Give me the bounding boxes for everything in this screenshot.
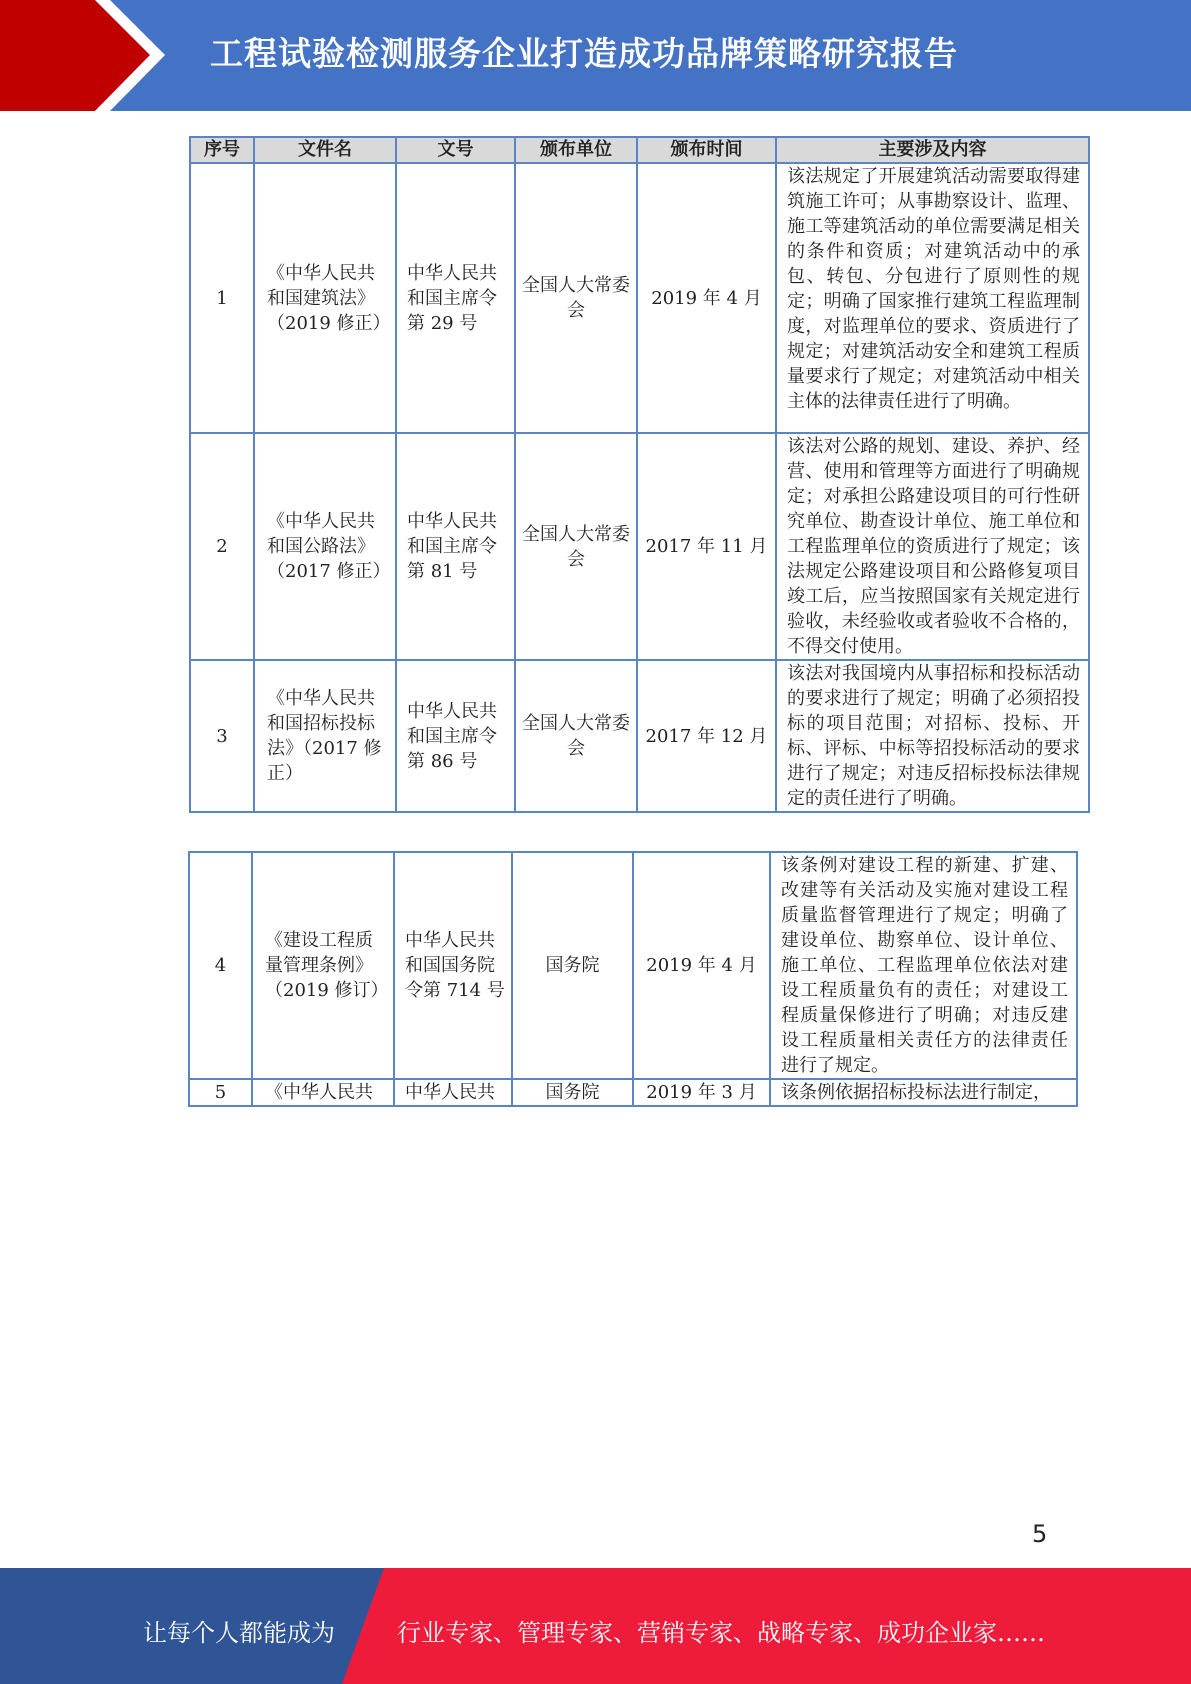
page-header bbox=[0, 0, 1191, 111]
cell-issuer: 全国人大常委会 bbox=[515, 660, 637, 812]
cell-no: 5 bbox=[189, 1079, 252, 1106]
table-row bbox=[190, 163, 1089, 433]
header-content: 主要涉及内容 bbox=[776, 137, 1089, 163]
regulations-table-part2 bbox=[188, 851, 1078, 1107]
table-row bbox=[190, 660, 1089, 812]
header-doc: 文号 bbox=[396, 137, 515, 163]
cell-name: 《中华人民共和国公路法》（2017 修正） bbox=[254, 433, 396, 660]
cell-issuer: 全国人大常委会 bbox=[515, 433, 637, 660]
header-no: 序号 bbox=[190, 137, 254, 163]
cell-issuer: 国务院 bbox=[512, 852, 633, 1079]
table-header-row bbox=[190, 137, 1089, 163]
page-footer bbox=[0, 1568, 1191, 1684]
table-row bbox=[189, 1079, 1077, 1106]
cell-doc: 中华人民共和国主席令第 81 号 bbox=[396, 433, 515, 660]
table-row bbox=[189, 852, 1077, 1079]
cell-name: 《中华人民共 bbox=[252, 1079, 394, 1106]
cell-content: 该法对我国境内从事招标和投标活动的要求进行了规定；明确了必须招投标的项目范围；对招标、投标、开标、评标、中标等招投标活动的要求进行了规定；对违反招标投标法律规定的责任进行了明确。 bbox=[776, 660, 1089, 812]
cell-issuer: 国务院 bbox=[512, 1079, 633, 1106]
cell-content: 该条例依据招标投标法进行制定， bbox=[770, 1079, 1077, 1106]
header-date: 颁布时间 bbox=[637, 137, 776, 163]
cell-doc: 中华人民共和国主席令第 86 号 bbox=[396, 660, 515, 812]
regulations-table-part1 bbox=[189, 136, 1090, 813]
cell-name: 《中华人民共和国建筑法》（2019 修正） bbox=[254, 163, 396, 433]
cell-doc: 中华人民共 bbox=[394, 1079, 512, 1106]
cell-content: 该法规定了开展建筑活动需要取得建筑施工许可；从事勘察设计、监理、施工等建筑活动的单位需要满足相关的条件和资质；对建筑活动中的承包、转包、分包进行了原则性的规定；明确了国家推行建筑工程监理制度，对监理单位的要求、资质进行了规定；对建筑活动安全和建筑工程质量要求行了规定；对建筑活动中相关主体的法律责任进行了明确。 bbox=[776, 163, 1089, 433]
cell-date: 2019 年 4 月 bbox=[633, 852, 770, 1079]
cell-no: 1 bbox=[190, 163, 254, 433]
cell-no: 2 bbox=[190, 433, 254, 660]
cell-content: 该法对公路的规划、建设、养护、经营、使用和管理等方面进行了明确规定；对承担公路建设项目的可行性研究单位、勘查设计单位、施工单位和工程监理单位的资质进行了规定；该法规定公路建设项目和公路修复项目竣工后，应当按照国家有关规定进行验收，未经验收或者验收不合格的，不得交付使用。 bbox=[776, 433, 1089, 660]
footer-slogan-right: 行业专家、管理专家、营销专家、战略专家、成功企业家…… bbox=[397, 1619, 1045, 1647]
cell-name: 《建设工程质量管理条例》（2019 修订） bbox=[252, 852, 394, 1079]
header-issuer: 颁布单位 bbox=[515, 137, 637, 163]
cell-doc: 中华人民共和国主席令第 29 号 bbox=[396, 163, 515, 433]
cell-date: 2019 年 3 月 bbox=[633, 1079, 770, 1106]
cell-issuer: 全国人大常委会 bbox=[515, 163, 637, 433]
table-row bbox=[190, 433, 1089, 660]
cell-no: 4 bbox=[189, 852, 252, 1079]
report-title: 工程试验检测服务企业打造成功品牌策略研究报告 bbox=[210, 34, 958, 73]
header-name: 文件名 bbox=[254, 137, 396, 163]
page-number: 5 bbox=[1032, 1520, 1048, 1548]
cell-date: 2019 年 4 月 bbox=[637, 163, 776, 433]
cell-date: 2017 年 12 月 bbox=[637, 660, 776, 812]
cell-no: 3 bbox=[190, 660, 254, 812]
cell-date: 2017 年 11 月 bbox=[637, 433, 776, 660]
footer-slogan-left: 让每个人都能成为 bbox=[143, 1619, 335, 1647]
cell-content: 该条例对建设工程的新建、扩建、改建等有关活动及实施对建设工程质量监督管理进行了规定；明确了建设单位、勘察单位、设计单位、施工单位、工程监理单位依法对建设工程质量负有的责任；对建设工程质量保修进行了明确；对违反建设工程质量相关责任方的法律责任进行了规定。 bbox=[770, 852, 1077, 1079]
cell-name: 《中华人民共和国招标投标法》（2017 修正） bbox=[254, 660, 396, 812]
cell-doc: 中华人民共和国国务院令第 714 号 bbox=[394, 852, 512, 1079]
